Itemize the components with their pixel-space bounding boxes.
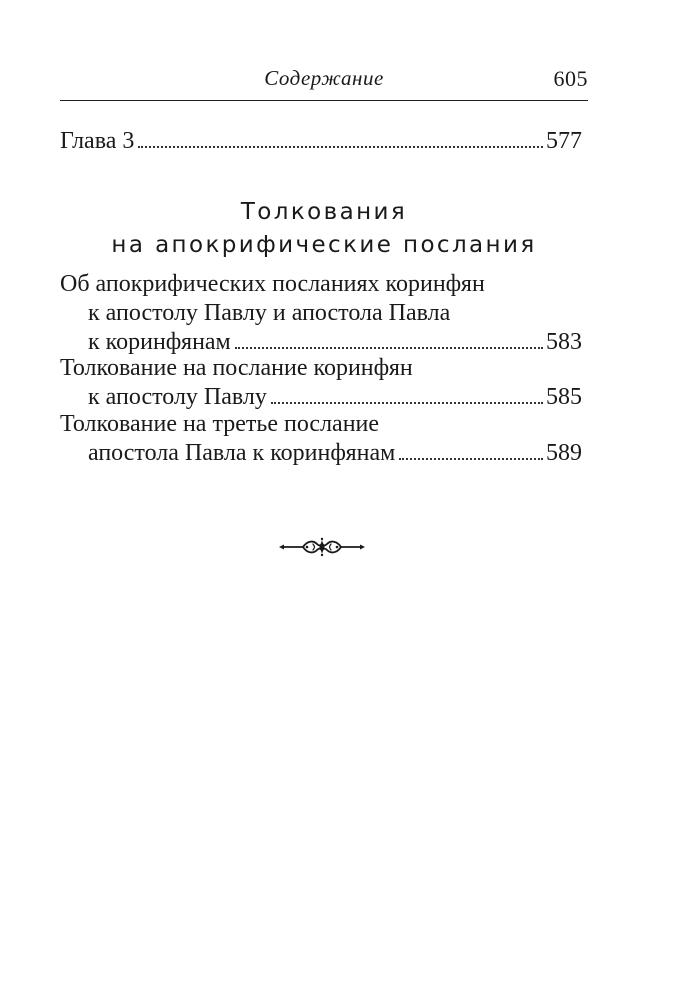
section-heading-line-1: Толкования: [240, 199, 408, 225]
toc-entry-text: к апостолу Павлу: [88, 384, 267, 410]
section-heading-line-2: на апокрифические послания: [111, 232, 537, 258]
toc-entry-text: Об апокрифических посланиях коринфян: [60, 271, 485, 297]
toc-entry-text: к коринфянам: [88, 329, 231, 355]
running-head: [60, 62, 588, 98]
toc-entry-page: 585: [546, 384, 582, 410]
toc-entry-corinthians-epistle: [60, 354, 582, 412]
header-rule: [60, 100, 588, 101]
toc-entry-text: Толкование на послание коринфян: [60, 355, 413, 381]
toc-line: [60, 127, 582, 156]
toc-entry-third-epistle: [60, 410, 582, 468]
toc-entry-text: к апостолу Павлу и апостола Павла: [88, 300, 451, 326]
toc-entry-text: апостола Павла к коринфянам: [88, 440, 396, 466]
toc-line: [60, 439, 582, 468]
toc-line: [60, 328, 582, 357]
section-heading: [60, 196, 588, 262]
toc-entry-apocryphal-epistles: [60, 270, 582, 357]
dot-leader: [235, 347, 543, 349]
page-number: 605: [553, 66, 588, 91]
toc-entry-page: 577: [546, 128, 582, 154]
toc-entry-label: Глава 3: [60, 128, 135, 154]
toc-entry-page: 589: [546, 440, 582, 466]
toc-line: [60, 383, 582, 412]
toc-line: [60, 354, 582, 383]
toc-line: [60, 410, 582, 439]
toc-entry-chapter-3: [60, 127, 582, 156]
dot-leader: [138, 146, 543, 148]
toc-line: [60, 270, 582, 299]
dot-leader: [271, 402, 543, 404]
running-title: Содержание: [264, 66, 384, 90]
dot-leader: [399, 458, 543, 460]
toc-entry-text: Толкование на третье послание: [60, 411, 380, 437]
toc-entry-page: 583: [546, 329, 582, 355]
toc-line: [60, 299, 582, 328]
flourish-ornament-icon: [277, 532, 367, 562]
